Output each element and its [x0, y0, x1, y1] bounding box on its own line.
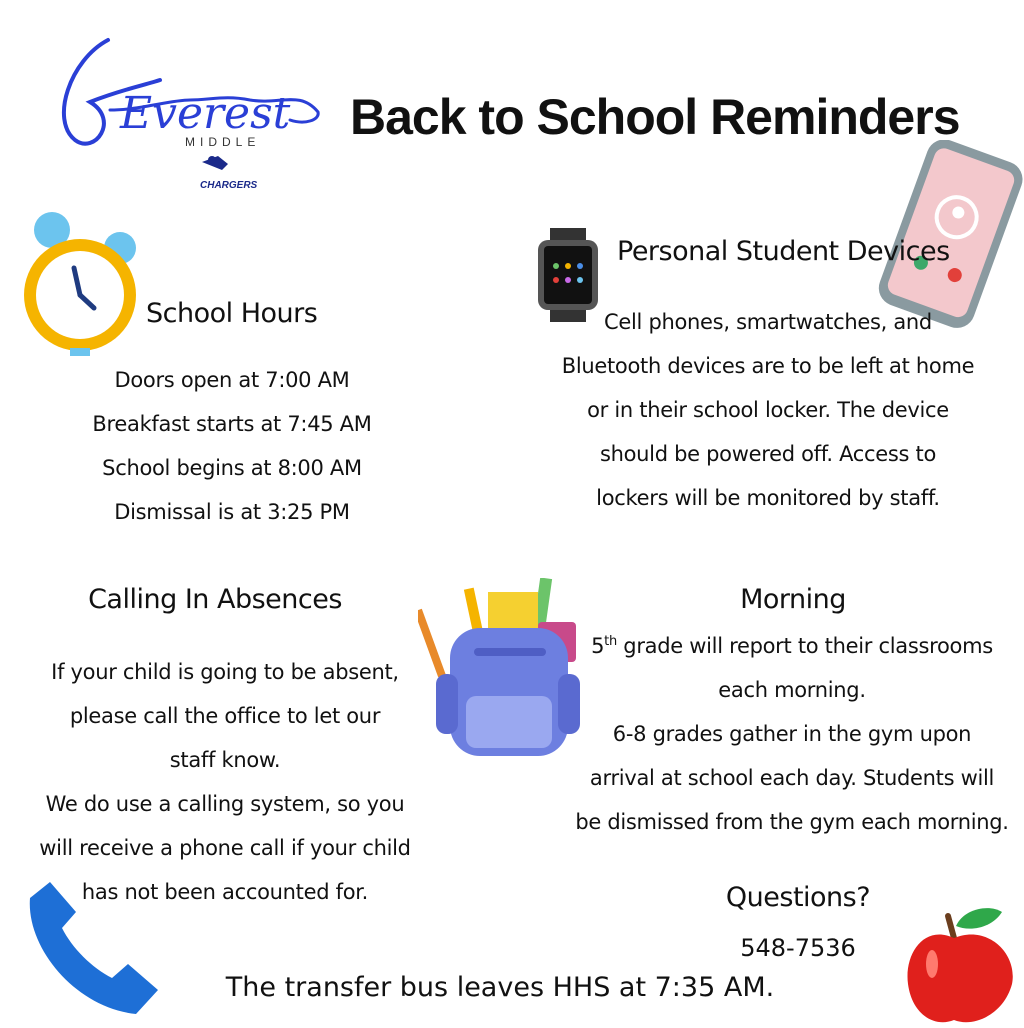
mascot-icon [202, 156, 228, 170]
text-line: lockers will be monitored by staff. [596, 486, 940, 510]
text-line: 6-8 grades gather in the gym upon [612, 722, 972, 746]
backpack-icon [418, 578, 583, 767]
text-line: each morning. [718, 678, 866, 702]
logo-script-text: Everest [120, 88, 291, 139]
devices-heading: Personal Student Devices [617, 236, 950, 267]
logo-sub-text: MIDDLE [185, 135, 261, 149]
page-title: Back to School Reminders [350, 89, 960, 145]
questions-heading: Questions? [725, 882, 871, 913]
list-item: Breakfast starts at 7:45 AM [92, 412, 372, 436]
ordinal-suffix: th [604, 634, 617, 649]
logo-graphic [50, 30, 330, 200]
text-line: will receive a phone call if your child [39, 836, 411, 860]
telephone-handset-icon [16, 868, 166, 1028]
grade-number: 5 [591, 634, 605, 658]
text-line: or in their school locker. The device [587, 398, 949, 422]
alarm-clock-icon [22, 200, 162, 364]
school-hours-heading: School Hours [146, 298, 318, 329]
text-line: Bluetooth devices are to be left at home [561, 354, 975, 378]
text-line: arrival at school each day. Students will [589, 766, 995, 790]
text-line: has not been accounted for. [81, 880, 369, 904]
morning-text [574, 624, 1010, 844]
text-line [574, 624, 1010, 668]
morning-heading: Morning [740, 584, 846, 615]
text-line: We do use a calling system, so you [45, 792, 405, 816]
bus-note: The transfer bus leaves HHS at 7:35 AM. [225, 972, 775, 1003]
phone-number: 548-7536 [740, 934, 856, 962]
list-item: Doors open at 7:00 AM [114, 368, 350, 392]
mascot-text: CHARGERS [200, 180, 258, 191]
devices-text [548, 300, 988, 520]
text-line: please call the office to let our [69, 704, 381, 728]
text-line: should be powered off. Access to [599, 442, 937, 466]
text-line: If your child is going to be absent, [51, 660, 399, 684]
text-line: be dismissed from the gym each morning. [575, 810, 1009, 834]
text-line: staff know. [169, 748, 281, 772]
absences-heading: Calling In Absences [88, 584, 342, 615]
apple-icon [904, 904, 1024, 1028]
school-logo [50, 30, 330, 200]
list-item: School begins at 8:00 AM [102, 456, 362, 480]
text-fragment: grade will report to their classrooms [616, 634, 993, 658]
list-item: Dismissal is at 3:25 PM [114, 500, 350, 524]
school-hours-list [60, 358, 404, 534]
text-line: Cell phones, smartwatches, and [604, 310, 932, 334]
